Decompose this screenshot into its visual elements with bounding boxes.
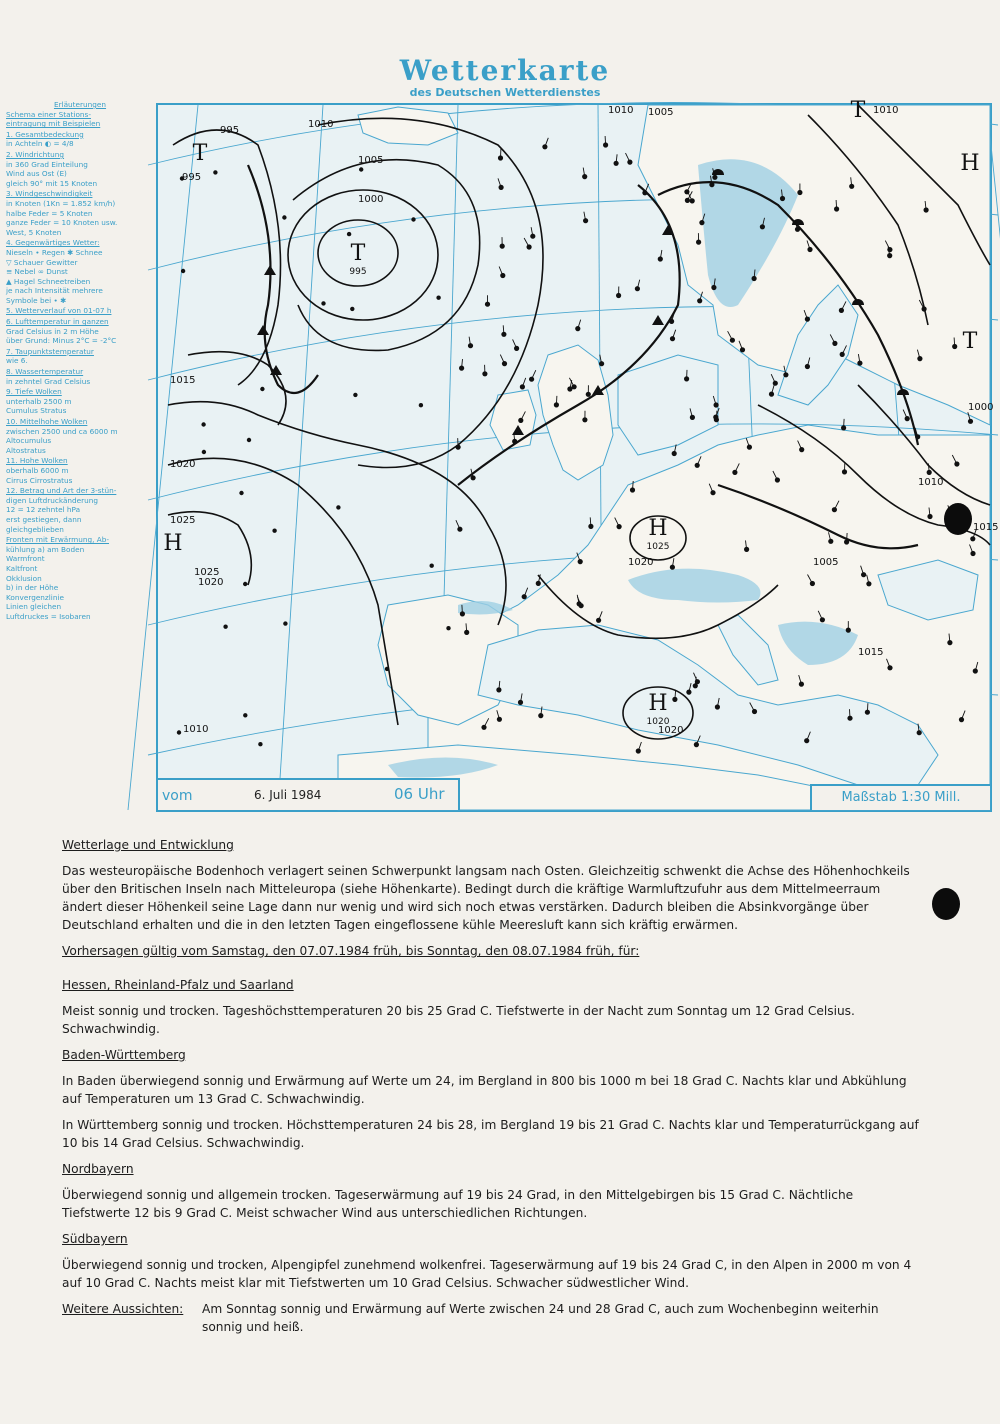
legend-line: 3. Windgeschwindigkeit [6,189,93,199]
isobar-value-label: 1010 [308,119,334,130]
legend-section [6,317,154,346]
pressure-center-value: 1025 [646,542,670,552]
isobar-value-label: 1020 [198,577,224,588]
legend-line: 12. Betrag und Art der 3-stün- [6,486,117,496]
wind-barb [847,533,848,542]
wind-barb [850,709,851,718]
high-pressure-center: H [648,691,668,716]
legend-line: Grad Celsius in 2 m Höhe [6,326,99,336]
wind-barb [836,200,837,209]
isobar-value-label: 1020 [170,459,196,470]
cold-front-triangle [257,325,269,335]
legend-line: 9. Tiefe Wolken [6,387,62,397]
isobar-value-label: 1015 [973,522,999,533]
region-forecast-text: Meist sonnig und trocken. Tageshöchsttemperaturen 20 bis 25 Grad C. Tiefstwerte in der Nacht zum Sonntag um 12 Grad Celsius. Schwachwindig. [62,1004,855,1036]
region-heading: Südbayern [62,1232,128,1246]
station-marker [177,730,181,734]
legend-line: Linien gleichen [6,602,62,612]
station-marker [272,529,276,533]
pressure-center-value: 1020 [646,717,670,727]
isobar-value-label: 1010 [183,724,209,735]
station-marker [411,217,415,221]
isobar-value-label: 1025 [170,515,196,526]
legend-line: Altocumulus [6,436,52,446]
station-marker [243,713,247,717]
legend-intro [6,110,154,129]
legend-line: je nach Intensität mehrere [6,286,103,296]
map-header [360,56,650,99]
legend-section [6,238,154,305]
legend-section [6,130,154,149]
legend-line: oberhalb 6000 m [6,465,69,475]
legend-line: Cirrus Cirrostratus [6,475,73,485]
isobar-value-label: 995 [182,172,202,183]
map-canvas [158,98,999,810]
isobar-value-label: 1000 [358,194,384,205]
legend-line: 8. Wassertemperatur [6,367,84,377]
legend-line: gleich 90° mit 15 Knoten [6,178,98,188]
station-marker [690,198,695,203]
legend-section [6,486,154,534]
legend-line: Fronten mit Erwärmung, Ab- [6,535,110,545]
map-subtitle: des Deutschen Wetterdienstes [409,86,601,99]
legend-section [6,306,154,316]
station-marker [828,539,833,544]
legend-line: in Knoten (1Kn = 1.852 km/h) [6,198,116,208]
isobar-value-label: 1020 [628,557,654,568]
legend-line: Luftdruckes = Isobaren [6,611,91,621]
station-marker [239,491,243,495]
legend-line: Konvergenzlinie [6,592,64,602]
legend-line: Kaltfront [6,563,38,573]
high-pressure-center: H [648,516,668,541]
legend-section [6,150,154,188]
station-marker [385,667,389,671]
wind-barb [462,605,463,614]
legend-line: Wind aus Ost (E) [6,169,67,179]
legend-line: 6. Lufttemperatur in ganzen [6,317,109,327]
cold-front-triangle [652,315,664,325]
legend-line: ▲ Hagel Schneetreiben [6,276,91,286]
legend-line: b) in der Höhe [6,583,59,593]
station-marker [282,215,286,219]
isobar-value-label: 1010 [608,105,634,116]
wind-barb [716,411,717,420]
wind-barb [524,238,529,247]
wind-barb [556,396,557,405]
map-date-prefix: vom [162,788,193,804]
low-pressure-center: T [962,329,978,354]
isobar-1020-atlantic [168,458,398,725]
region-forecast-text: Überwiegend sonnig und allgemein trocken. Tageserwärmung auf 19 bis 24 Grad, in den Mittelgebirgen bis 15 Grad C. Nächtliche Tiefstwerte 12 bis 9 Grad C. Meist schwacher Wind aus unterschiedlichen Richtungen. [62,1188,854,1220]
legend-line: Symbole bei • ✱ [6,295,67,305]
cold-front-triangle [264,265,276,275]
station-marker [258,742,262,746]
legend-section [6,189,154,237]
legend-line: halbe Feder = 5 Knoten [6,208,93,218]
station-marker [596,618,601,623]
station-marker [336,505,340,509]
high-pressure-center: H [960,151,980,176]
weather-map [156,98,999,812]
legend-line: 11. Hohe Wolken [6,456,68,466]
station-marker [699,220,704,225]
legend-line: 7. Taupunktstemperatur [6,346,94,356]
legend-line: in 360 Grad Einteilung [6,159,88,169]
isobar-value-label: 995 [220,125,240,136]
pressure-center-value: 995 [349,267,367,277]
isobar-1005-west [173,130,281,385]
station-marker [695,679,700,684]
station-marker [430,564,434,568]
legend-line: erst gestiegen, dann [6,514,82,524]
station-marker [915,434,920,439]
legend-line: ganze Feder = 10 Knoten usw. [6,218,118,228]
map-title: Wetterkarte [399,54,611,87]
isobar-value-label: 1010 [918,477,944,488]
station-marker [419,403,423,407]
legend-intro-line: eintragung mit Beispielen [6,119,101,129]
legend-line: 2. Windrichtung [6,149,65,159]
station-marker [804,738,809,743]
wind-barb [844,419,845,428]
legend-intro-line: Schema einer Stations- [6,109,91,119]
isobar-1015-arc [168,402,506,625]
legend-line: Altostratus [6,445,46,455]
station-marker [887,665,892,670]
punch-hole-lower [932,888,960,920]
region-forecast-text: In Baden überwiegend sonnig und Erwärmung auf Werte um 24, im Bergland in 800 bis 1000 m bei 18 Grad C. Nachts klar und Abkühlung auf Temperaturen um 13 Grad C. Schwachwindig. [62,1074,907,1106]
station-marker [359,167,363,171]
legend-line: 5. Wetterverlauf von 01-07 h [6,306,112,316]
wind-barb [867,703,868,712]
legend-line: 4. Gegenwärtiges Wetter: [6,238,100,248]
isobar-1010-south [188,352,286,425]
station-marker [353,393,357,397]
map-time: 06 Uhr [394,785,445,803]
legend-line: Cumulus Stratus [6,406,67,416]
legend-line: in Achteln ◐ = 4/8 [6,139,74,149]
low-pressure-center: T [850,98,866,123]
legend-line: zwischen 2500 und ca 6000 m [6,426,118,436]
legend-line: 12 = 12 zehntel hPa [6,505,81,515]
station-marker [529,377,534,382]
legend-section [6,417,154,455]
region-heading: Baden-Württemberg [62,1048,186,1062]
isobar-value-label: 1005 [813,557,839,568]
legend-line: unterhalb 2500 m [6,396,72,406]
station-marker [181,269,185,273]
station-marker [347,232,351,236]
legend-line: kühlung a) am Boden [6,544,85,554]
wind-barb [605,136,606,145]
region-forecast-text: Überwiegend sonnig und trocken, Alpengipfel zunehmend wolkenfrei. Tageserwärmung auf 19 bis 24 Grad C, in den Alpen in 2000 m von 4 auf 10 Grad C. Nachts meist klar mit Tiefstwerten um 10 Grad Celsius. Schwacher südwestlicher Wind. [62,1258,912,1290]
legend-line: ≡ Nebel ∞ Dunst [6,267,68,277]
station-marker [773,381,778,386]
legend-sections [6,130,154,622]
legend-line: 1. Gesamtbedeckung [6,129,84,139]
station-marker [799,447,804,452]
station-marker [350,307,354,311]
further-outlook [62,1300,922,1336]
isobar-value-label: 1015 [858,647,884,658]
low-pressure-center: T [350,241,366,266]
station-marker [497,717,502,722]
further-outlook-label: Weitere Aussichten: [62,1302,184,1316]
region-forecast-text: In Württemberg sonnig und trocken. Höchsttemperaturen 24 bis 28, im Bergland 19 bis 21 Grad C. Nachts klar und Temperaturrückgang auf 10 bis 14 Grad Celsius. Schwachwindig. [62,1118,919,1150]
legend-line: Okklusion [6,573,42,583]
situation-text: Das westeuropäische Bodenhoch verlagert seinen Schwerpunkt langsam nach Osten. Gleichzeitig schwenkt die Achse des Höhenhochkeils über den Britischen Inseln nach Mitteleuropa (siehe Höhenkarte). Bedingt durch die kräftige Warmluftzufuhr aus dem Mittelmeerraum ändert dieser Höhenkeil seine Lage dann nur wenig und wird sich noch etwas verstärken. Dadurch bleiben die Absinkvorgänge über Deutschland erhalten und die in den letzten Tagen eingeflossene kühle Meeresluft kann sich kräftig erwärmen. [62,864,910,932]
map-footer [158,778,460,810]
legend-line: in zehntel Grad Celsius [6,376,91,386]
legend-section [6,367,154,386]
situation-heading: Wetterlage und Entwicklung [62,838,234,852]
station-marker [820,617,825,622]
station-marker [283,621,287,625]
legend-title: Erläuterungen [53,100,107,109]
punch-hole-upper [944,503,972,535]
legend-line: West, 5 Knoten [6,227,62,237]
legend-line: digen Luftdruckänderung [6,495,99,505]
station-marker [201,422,205,426]
map-scale: Maßstab 1:30 Mill. [810,784,990,810]
further-outlook-text: Am Sonntag sonnig und Erwärmung auf Werte zwischen 24 und 28 Grad C, auch zum Wochenbeginn weiterhin sonnig und heiß. [202,1302,879,1334]
forecast-text [62,830,922,1336]
low-pressure-center: T [192,141,208,166]
station-marker [905,416,910,421]
station-marker [247,438,251,442]
legend-section [6,456,154,485]
legend-section [6,387,154,416]
land-iceland [358,107,458,145]
forecast-validity: Vorhersagen gültig vom Samstag, den 07.07.1984 früh, bis Sonntag, den 08.07.1984 früh, für: [62,944,640,958]
station-marker [321,301,325,305]
legend [6,100,154,621]
isobar-value-label: 1005 [358,155,384,166]
station-marker [436,296,440,300]
station-marker [213,170,217,174]
regional-forecasts [62,976,922,1292]
station-marker [481,725,486,730]
legend-line: über Grund: Minus 2°C = -2°C [6,336,117,346]
legend-line: ▽ Schauer Gewitter [6,257,78,267]
station-marker [243,582,247,586]
station-marker [260,387,264,391]
station-marker [223,625,227,629]
legend-line: wie 6. [6,356,28,366]
station-marker [202,450,206,454]
station-marker [446,626,450,630]
legend-section [6,347,154,366]
station-marker [627,160,632,165]
region-heading: Hessen, Rheinland-Pfalz und Saarland [62,978,294,992]
isobar-value-label: 1005 [648,107,674,118]
warm-front-semicircle [897,389,909,395]
wind-barb [954,338,955,347]
map-date: 6. Juli 1984 [254,788,322,802]
isobar-value-label: 1025 [194,567,220,578]
legend-line: gleichgeblieben [6,524,64,534]
high-pressure-center: H [163,531,183,556]
isobar-value-label: 1015 [170,375,196,386]
legend-section [6,535,154,621]
isobar-value-label: 1020 [658,725,684,736]
isobar-value-label: 1010 [873,105,899,116]
sea-north-sea [618,355,718,455]
legend-line: Nieseln • Regen ✱ Schnee [6,247,103,257]
legend-line: 10. Mittelhohe Wolken [6,417,88,426]
isobar-value-label: 1000 [968,402,994,413]
region-heading: Nordbayern [62,1162,134,1176]
legend-line: Warmfront [6,554,45,564]
